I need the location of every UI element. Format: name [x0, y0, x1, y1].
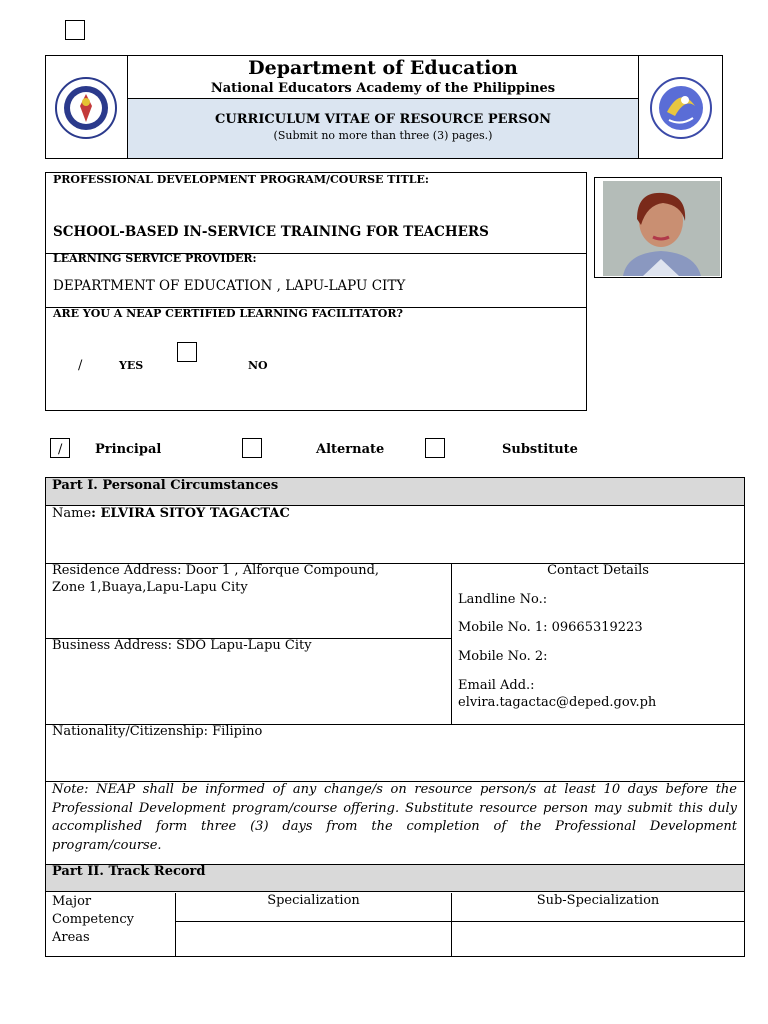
header-divider-right [638, 55, 639, 159]
business-address: Business Address: SDO Lapu-Lapu City [52, 638, 312, 653]
alternate-checkbox[interactable] [242, 438, 262, 458]
neap-seal-logo [645, 76, 717, 140]
page-title: Department of Education [248, 57, 518, 79]
program-title-label: PROFESSIONAL DEVELOPMENT PROGRAM/COURSE TITLE: [53, 173, 429, 186]
competency-areas-header [52, 893, 134, 947]
landline-field: Landline No.: [458, 592, 548, 607]
top-checkbox[interactable] [65, 20, 85, 40]
competency-line-1: Major [52, 894, 92, 909]
header-blue-band [128, 98, 638, 158]
principal-check-mark: / [58, 442, 63, 457]
residence-line-1: Residence Address: Door 1 , Alforque Compound, [52, 563, 380, 578]
competency-line-3: Areas [52, 930, 90, 945]
program-title-value: SCHOOL-BASED IN-SERVICE TRAINING FOR TEACHERS [53, 224, 489, 240]
change-note: Note: NEAP shall be informed of any change/s on resource person/s at least 10 days before the Professional Development program/course offering. Substitute resource person may submit this duly accomplished form three (3) days from the completion of the Professional Development program/course. [52, 782, 737, 853]
email-label: Email Add.: [458, 678, 535, 693]
name-value: : ELVIRA SITOY TAGACTAC [91, 506, 290, 521]
principal-checkbox[interactable] [50, 438, 70, 458]
profile-photo-image [603, 181, 720, 276]
profile-photo [603, 181, 720, 276]
name-field [52, 506, 290, 521]
principal-label: Principal [95, 442, 162, 457]
part2-heading: Part II. Track Record [52, 864, 206, 879]
substitute-label: Substitute [502, 442, 578, 457]
alternate-label: Alternate [316, 442, 385, 457]
competency-line-2: Competency [52, 912, 135, 927]
residence-line-2: Zone 1,Buaya,Lapu-Lapu City [52, 580, 248, 595]
academy-subtitle: National Educators Academy of the Philippines [210, 81, 556, 96]
sub-specialization-header: Sub-Specialization [536, 893, 660, 908]
provider-label: LEARNING SERVICE PROVIDER: [53, 252, 257, 265]
email-value: elvira.tagactac@deped.gov.ph [458, 695, 657, 710]
nationality-field: Nationality/Citizenship: Filipino [52, 724, 263, 739]
yes-mark: / [78, 358, 83, 373]
no-checkbox[interactable] [177, 342, 197, 362]
mobile-1-field: Mobile No. 1: 09665319223 [458, 620, 643, 635]
substitute-checkbox[interactable] [425, 438, 445, 458]
no-label: NO [248, 359, 268, 372]
photo-frame [594, 177, 722, 278]
contact-col-divider [451, 563, 452, 724]
name-label: Name [52, 506, 92, 521]
track-row-divider [175, 921, 745, 922]
form-title: CURRICULUM VITAE OF RESOURCE PERSON [215, 112, 551, 127]
specialization-header: Specialization [267, 893, 360, 908]
neap-question: ARE YOU A NEAP CERTIFIED LEARNING FACILITATOR? [53, 307, 403, 320]
part1-heading: Part I. Personal Circumstances [52, 478, 279, 493]
contact-heading: Contact Details [547, 563, 649, 578]
yes-label: YES [119, 359, 144, 372]
deped-seal-logo [52, 76, 120, 140]
form-page-note: (Submit no more than three (3) pages.) [273, 129, 493, 142]
provider-value: DEPARTMENT OF EDUCATION , LAPU-LAPU CITY [53, 278, 406, 294]
mobile-2-field: Mobile No. 2: [458, 649, 548, 664]
